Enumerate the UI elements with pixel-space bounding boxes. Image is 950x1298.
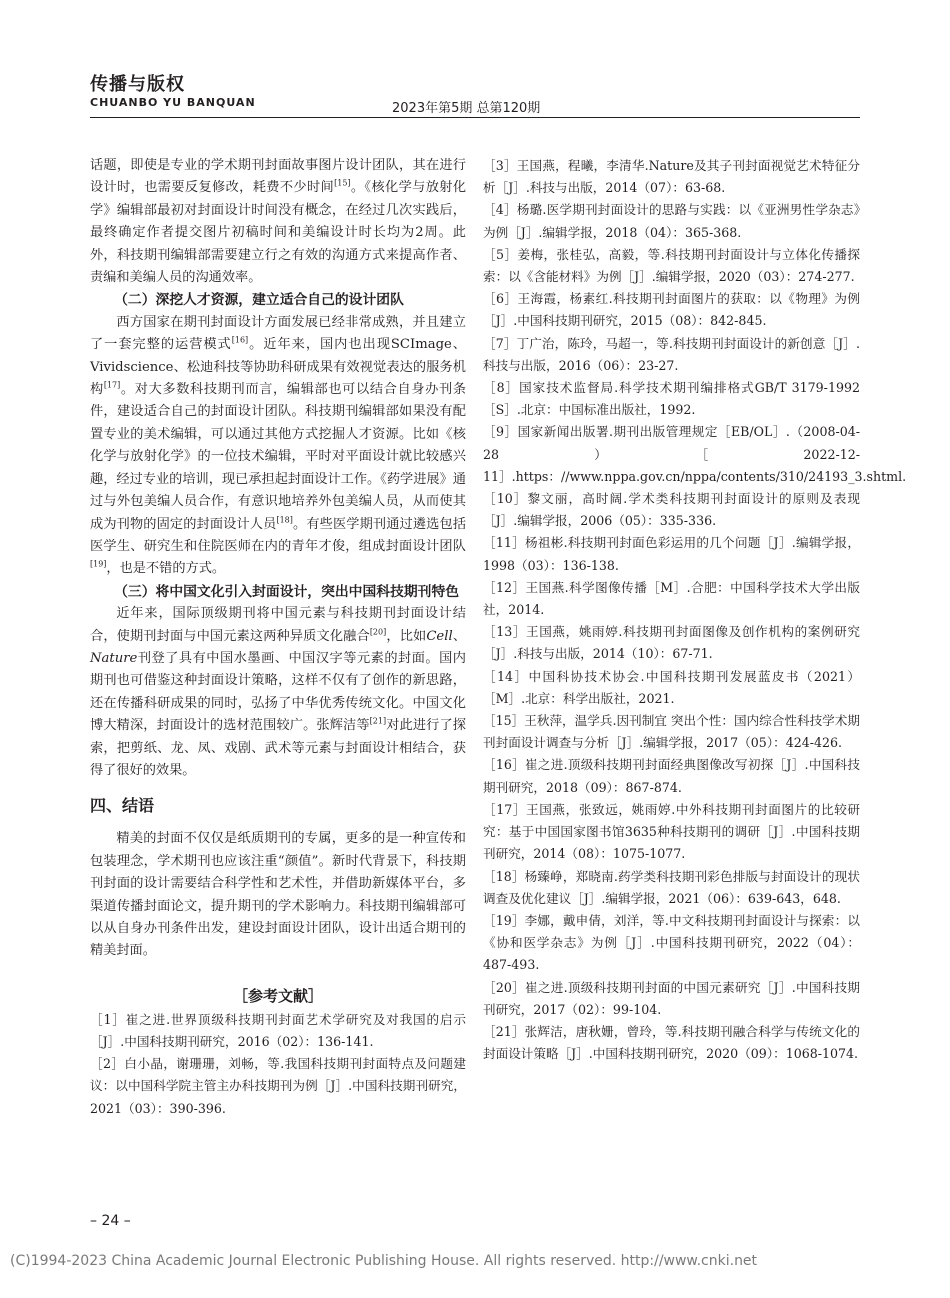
page-number: – 24 – bbox=[90, 1213, 131, 1229]
reference-item: ［17］王国燕，张致远，姚雨婷.中外科技期刊封面图片的比较研究：基于中国国家图书馆3635种科技期刊的调研［J］.中国科技期刊研究，2014（08）：1075-1077. bbox=[483, 801, 860, 862]
reference-item: ［5］姜梅，张桂弘，高毅，等.科技期刊封面设计与立体化传播探索：以《含能材料》为例［J］.编辑学报，2020（03）：274-277. bbox=[483, 246, 860, 285]
citation: [21] bbox=[369, 716, 387, 726]
reference-item: ［15］王秋萍，温学兵.因刊制宜 突出个性：国内综合性科技学术期刊封面设计调查与分析［J］.编辑学报，2017（05）：424-426. bbox=[483, 713, 860, 751]
reference-item: ［21］张辉洁，唐秋姗，曾玲，等.科技期刊融合科学与传统文化的封面设计策略［J］.中国科技期刊研究，2020（09）：1068-1074. bbox=[483, 1023, 860, 1062]
body-paragraph: 西方国家在期刊封面设计方面发展已经非常成熟，并且建立了一套完整的运营模式[16]。近年来，国内也出现SCImage、Vividscience、松迪科技等协助科研成果有效视觉表达的服务机构[17]。对大多数科技期刊而言，编辑部也可以结合自身办刊条件，建设适合自己的封面设计团队。科技期刊编辑部如果没有配置专业的美术编辑，可以通过其他方式挖掘人才资源。比如《核化学与放射化学》的一位技术编辑，平时对平面设计就比较感兴趣，经过专业的培训，现已承担起封面设计工作。《药学进展》通过与外包美编人员合作，有意识地培养外包美编人员，从而使其成为刊物的固定的封面设计人员[18]。有些医学期刊通过遴选包括医学生、研究生和住院医师在内的青年才俊，组成封面设计团队[19]，也是不错的方式。 bbox=[90, 314, 467, 577]
reference-item: ［8］国家技术监督局.科学技术期刊编排格式GB/T 3179-1992［S］.北京：中国标准出版社，1992. bbox=[483, 380, 860, 418]
citation: [16] bbox=[231, 335, 249, 345]
body-paragraph: 精美的封面不仅仅是纸质期刊的专属，更多的是一种宣传和包装理念，学术期刊也应该注重“颜值”。新时代背景下，科技期刊封面的设计需要结合科学性和艺术性，并借助新媒体平台，多渠道传播封面论文，提升期刊的学术影响力。科技期刊编辑部可以从自身办刊条件出发，建设封面设计团队，设计出适合期刊的精美封面。 bbox=[90, 831, 466, 959]
section-heading: （二）深挖人才资源，建立适合自己的设计团队 bbox=[114, 292, 404, 309]
citation: [18] bbox=[276, 515, 293, 525]
reference-item: ［3］王国燕，程曦，李清华.Nature及其子刊封面视觉艺术特征分析［J］.科技与出版，2014（07）：63-68. bbox=[483, 158, 860, 196]
reference-item: ［14］中国科协技术协会.中国科技期刊发展蓝皮书（2021）［M］.北京：科学出版社，2021. bbox=[483, 668, 860, 706]
reference-item: ［12］王国燕.科学图像传播［M］.合肥：中国科学技术大学出版社，2014. bbox=[483, 579, 860, 618]
journal-title: 传播与版权 bbox=[90, 74, 185, 95]
citation: [20] bbox=[369, 627, 387, 637]
reference-item: ［11］杨祖彬.科技期刊封面色彩运用的几个问题［J］.编辑学报，1998（03）：136-138. bbox=[483, 535, 860, 573]
reference-item: ［10］黎文丽，高时阔.学术类科技期刊封面设计的原则及表现［J］.编辑学报，2006（05）：335-336. bbox=[483, 491, 860, 529]
header-divider bbox=[90, 117, 860, 118]
reference-item: ［6］王海霞，杨素红.科技期刊封面图片的获取：以《物理》为例［J］.中国科技期刊研究，2015（08）：842-845. bbox=[483, 291, 860, 329]
body-paragraph: 话题，即使是专业的学术期刊封面故事图片设计团队，其在进行设计时，也需要反复修改，耗费不少时间[15]。《核化学与放射化学》编辑部最初对封面设计时间没有概念，在经过几次实践后，最终确定作者提交图片初稿时间和美编设计时长均为2周。此外，科技期刊编辑部需要建立行之有效的沟通方式来提高作者、责编和美编人员的沟通效率。 bbox=[90, 158, 467, 286]
reference-list-left bbox=[90, 1009, 466, 1120]
reference-item: ［16］崔之进.顶级科技期刊封面经典图像改写初探［J］.中国科技期刊研究，2018（09）：867-874. bbox=[483, 757, 860, 795]
reference-item: ［2］白小晶，谢珊珊，刘畅，等.我国科技期刊封面特点及问题建议：以中国科学院主管主办科技期刊为例［J］.中国科技期刊研究，2021（03）：390-396. bbox=[90, 1056, 466, 1116]
reference-item: ［7］丁广治，陈玲，马超一，等.科技期刊封面设计的新创意［J］.科技与出版，2016（06）：23-27. bbox=[483, 335, 860, 373]
journal-name-nature: Nature bbox=[90, 650, 138, 666]
journal-pinyin: CHUANBO YU BANQUAN bbox=[90, 96, 256, 109]
citation: [19] bbox=[90, 559, 107, 569]
reference-item: ［19］李娜，戴申倩，刘洋，等.中文科技期刊封面设计与探索：以《协和医学杂志》为例［J］.中国科技期刊研究，2022（04）：487-493. bbox=[483, 912, 860, 973]
citation: [15] bbox=[334, 179, 351, 189]
journal-name-cell: Cell bbox=[426, 628, 453, 644]
reference-item: ［9］国家新闻出版署.期刊出版管理规定［EB/OL］.（2008-04-28）［2022-12-11］.https：//www.nppa.gov.cn/nppa/contents/310/24193_3.shtml. bbox=[483, 424, 907, 484]
section-title: 四、结语 bbox=[90, 796, 155, 816]
issue-info: 2023年第5期 总第120期 bbox=[392, 101, 541, 116]
references-heading: ［参考文献］ bbox=[232, 986, 323, 1005]
reference-item: ［4］杨璐.医学期刊封面设计的思路与实践：以《亚洲男性学杂志》为例［J］.编辑学报，2018（04）：365-368. bbox=[483, 202, 860, 240]
copyright-notice: (C)1994-2023 China Academic Journal Electronic Publishing House. All rights reserved. http://www.cnki.net bbox=[10, 1253, 758, 1269]
reference-item: ［13］王国燕，姚雨婷.科技期刊封面图像及创作机构的案例研究［J］.科技与出版，2014（10）：67-71. bbox=[483, 624, 860, 662]
citation: [17] bbox=[103, 380, 121, 390]
body-paragraph: 近年来，国际顶级期刊将中国元素与科技期刊封面设计结合，使期刊封面与中国元素这两种异质文化融合[20]，比如Cell、Nature刊登了具有中国水墨画、中国汉字等元素的封面。国内期刊也可借鉴这种封面设计策略，这样不仅有了创作的新思路，还在传播科研成果的同时，弘扬了中华优秀传统文化。中国文化博大精深，封面设计的选材范围较广。张辉洁等[21]对此进行了探索，把剪纸、龙、凤、戏剧、武术等元素与封面设计相结合，获得了很好的效果。 bbox=[90, 606, 467, 778]
section-heading: （三）将中国文化引入封面设计，突出中国科技期刊特色 bbox=[114, 583, 460, 600]
right-column bbox=[483, 155, 907, 1065]
reference-item: ［1］崔之进.世界顶级科技期刊封面艺术学研究及对我国的启示［J］.中国科技期刊研究，2016（02）：136-141. bbox=[90, 1011, 466, 1050]
reference-item: ［18］杨臻峥，郑晓南.药学类科技期刊彩色排版与封面设计的现状调查及优化建议［J］.编辑学报，2021（06）：639-643，648. bbox=[483, 868, 860, 906]
left-column bbox=[90, 155, 466, 1120]
reference-item: ［20］崔之进.顶级科技期刊封面的中国元素研究［J］.中国科技期刊研究，2017（02）：99-104. bbox=[483, 979, 860, 1017]
